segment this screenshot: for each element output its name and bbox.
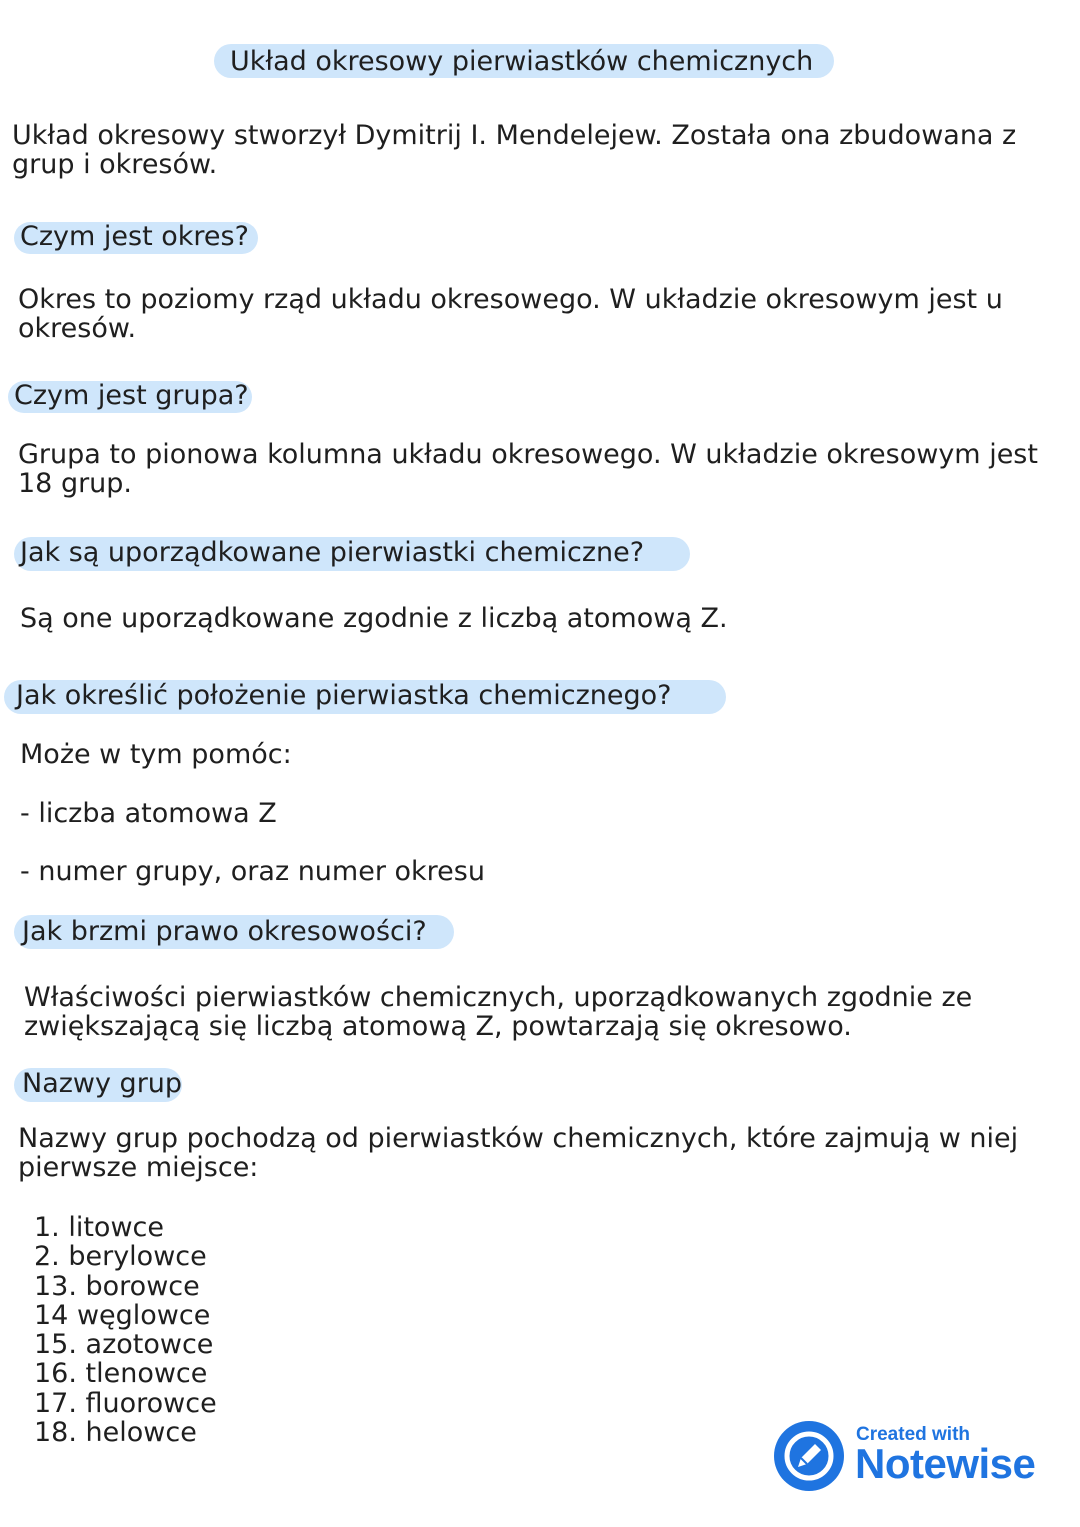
paragraph-grupa-line-1: Grupa to pionowa kolumna układu okresowego. W układzie okresowym jest <box>18 439 1038 470</box>
list-item: 18. helowce <box>34 1417 197 1449</box>
group-names-list <box>34 1213 217 1447</box>
paragraph-position-line-1: Może w tym pomóc: <box>20 739 292 770</box>
list-item: 14 węglowce <box>34 1299 211 1331</box>
paragraph-order <box>20 604 728 633</box>
brand-name: Notewise <box>855 1440 1036 1487</box>
heading-group-names: Nazwy grup <box>22 1068 183 1099</box>
paragraph-okres-line-1: Okres to poziomy rząd układu okresowego. W układzie okresowym jest u <box>18 284 1003 315</box>
paragraph-okres <box>18 285 1003 343</box>
intro-line-2: grup i okresów. <box>12 149 218 180</box>
paragraph-group-names-line-2: pierwsze miejsce: <box>18 1152 259 1183</box>
brand-created-with: Created with <box>856 1424 971 1445</box>
heading-order: Jak są uporządkowane pierwiastki chemiczne? <box>20 537 645 568</box>
paragraph-okres-line-2: okresów. <box>18 313 137 344</box>
heading-position: Jak określić położenie pierwiastka chemicznego? <box>16 680 672 711</box>
paragraph-law-line-1: Właściwości pierwiastków chemicznych, uporządkowanych zgodnie ze <box>24 982 973 1013</box>
bullet-group-period: - numer grupy, oraz numer okresu <box>20 856 485 887</box>
list-item: 16. tlenowce <box>34 1358 208 1390</box>
paragraph-grupa <box>18 440 1038 498</box>
paragraph-group-names <box>18 1124 1018 1182</box>
list-item: 17. fluorowce <box>34 1387 217 1419</box>
list-item: 15. azotowce <box>34 1329 214 1361</box>
paragraph-group-names-line-1: Nazwy grup pochodzą od pierwiastków chemicznych, które zajmują w niej <box>18 1123 1019 1154</box>
paragraph-order-line-1: Są one uporządkowane zgodnie z liczbą atomową Z. <box>20 603 728 634</box>
intro-paragraph <box>12 121 1016 179</box>
heading-okres: Czym jest okres? <box>20 221 249 252</box>
paragraph-law <box>24 983 972 1041</box>
heading-grupa: Czym jest grupa? <box>14 380 249 411</box>
notewise-badge <box>774 1421 1054 1495</box>
list-item: 13. borowce <box>34 1270 200 1302</box>
bullet-atomic-number: - liczba atomowa Z <box>20 798 277 829</box>
paragraph-law-line-2: zwiększającą się liczbą atomową Z, powtarzają się okresowo. <box>24 1011 852 1042</box>
intro-line-1: Układ okresowy stworzył Dymitrij I. Mendelejew. Została ona zbudowana z <box>12 120 1017 151</box>
heading-law: Jak brzmi prawo okresowości? <box>22 916 427 947</box>
paragraph-grupa-line-2: 18 grup. <box>18 468 133 499</box>
list-item: 1. litowce <box>34 1212 164 1243</box>
notewise-pencil-icon <box>774 1421 844 1491</box>
paragraph-position <box>20 740 292 769</box>
list-item: 2. berylowce <box>34 1241 207 1273</box>
page-title: Układ okresowy pierwiastków chemicznych <box>230 46 814 77</box>
